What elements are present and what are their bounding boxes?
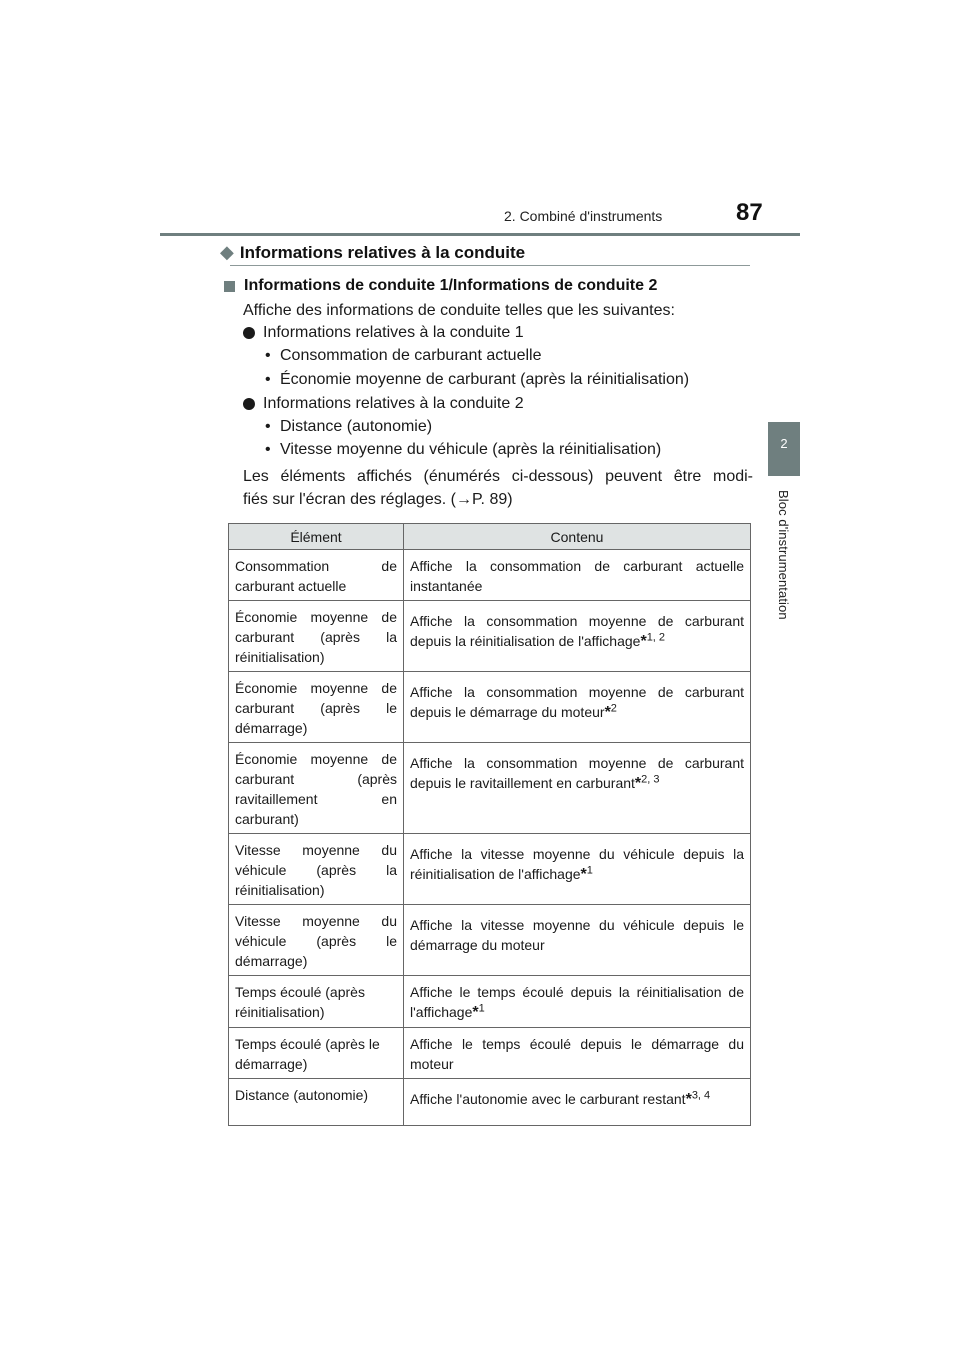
- item-cell: Vitesse moyenne du véhicule (après le démarrage): [229, 905, 404, 976]
- column-header-item: Élément: [229, 524, 404, 550]
- list-item: • Vitesse moyenne du véhicule (après la réinitialisation): [265, 441, 662, 458]
- table-header-row: [229, 524, 751, 550]
- table-row: [229, 1079, 751, 1126]
- content-cell: Affiche la consommation moyenne de carburant depuis le démarrage du moteur*$^2$: [404, 672, 751, 743]
- footnote-ref: 2, 3: [641, 773, 660, 786]
- item-cell: Économie moyenne de carburant (après le démarrage): [229, 672, 404, 743]
- content-cell: Affiche le temps écoulé depuis la réinitialisation de l'affichage*$^1$: [404, 976, 751, 1028]
- list-item: • Distance (autonomie): [265, 418, 433, 435]
- item-cell: Économie moyenne de carburant (après la réinitialisation): [229, 601, 404, 672]
- table-row: [229, 834, 751, 905]
- subsection-title: [224, 277, 657, 295]
- content-cell: Affiche la vitesse moyenne du véhicule depuis la réinitialisation de l'affichage*$^1$: [404, 834, 751, 905]
- subsection-title-text: Informations de conduite 1/Informations de conduite 2: [244, 277, 658, 294]
- bullet-icon: [243, 398, 255, 410]
- chapter-tab-label: Bloc d'instrumentation: [776, 490, 791, 620]
- footnote-star: *: [580, 866, 587, 883]
- table-row: [229, 550, 751, 601]
- section-header: 2. Combiné d'instruments: [504, 208, 663, 224]
- content-cell: Affiche la consommation moyenne de carburant depuis le ravitaillement en carburant*$^{2, 3}$: [404, 743, 751, 834]
- intro-text: Affiche des informations de conduite telles que les suivantes:: [243, 302, 675, 319]
- section-title: [220, 242, 525, 263]
- content-cell: Affiche la vitesse moyenne du véhicule depuis le démarrage du moteur: [404, 905, 751, 976]
- bullet-icon: •: [265, 418, 271, 435]
- item-cell: Vitesse moyenne du véhicule (après la réinitialisation): [229, 834, 404, 905]
- content-cell: Affiche le temps écoulé depuis le démarrage du moteur: [404, 1028, 751, 1079]
- footnote-ref: 1: [586, 864, 593, 877]
- bullet-icon: •: [265, 441, 271, 458]
- table-row: [229, 1028, 751, 1079]
- group-1: [243, 324, 524, 342]
- footnote-star: *: [640, 633, 647, 650]
- content-cell: Affiche l'autonomie avec le carburant restant*$^{3, 4}$: [404, 1079, 751, 1126]
- group-1-label: Informations relatives à la conduite 1: [263, 324, 524, 341]
- square-bullet-icon: [224, 281, 235, 292]
- group-2-label: Informations relatives à la conduite 2: [263, 395, 524, 412]
- column-header-content: Contenu: [404, 524, 751, 550]
- table-row: [229, 905, 751, 976]
- header-divider: [160, 233, 800, 236]
- table-row: [229, 672, 751, 743]
- list-item: • Consommation de carburant actuelle: [265, 347, 542, 364]
- footnote-star: *: [685, 1091, 692, 1108]
- chapter-tab-number: 2: [780, 436, 788, 451]
- footnote-ref: 1: [478, 1002, 485, 1015]
- bullet-icon: •: [265, 347, 271, 364]
- footnote-ref: 3, 4: [691, 1089, 711, 1102]
- group-2: [243, 395, 524, 413]
- note-line-2: fiés sur l'écran des réglages. (→P. 89): [243, 491, 513, 508]
- footnote-star: *: [634, 775, 642, 792]
- item-cell: Temps écoulé (après réinitialisation): [229, 976, 404, 1028]
- page-reference-link[interactable]: →P. 89): [455, 491, 513, 508]
- page-number: 87: [736, 199, 763, 226]
- footnote-ref: 1, 2: [646, 631, 666, 644]
- footnote-star: *: [472, 1004, 479, 1021]
- content-cell: Affiche la consommation moyenne de carburant depuis la réinitialisation de l'affichage*$^{1, 2}$: [404, 601, 751, 672]
- item-cell: Économie moyenne de carburant (après ravitaillement en carburant): [229, 743, 404, 834]
- content-cell: Affiche la consommation de carburant actuelle instantanée: [404, 550, 751, 601]
- settings-table: [228, 523, 751, 1126]
- item-cell: Distance (autonomie): [229, 1079, 404, 1126]
- bullet-icon: •: [265, 371, 271, 388]
- table-row: [229, 976, 751, 1028]
- bullet-icon: [243, 327, 255, 339]
- section-title-text: Informations relatives à la conduite: [239, 242, 526, 262]
- diamond-icon: ◆: [220, 242, 234, 262]
- footnote-star: *: [604, 704, 611, 721]
- item-cell: Temps écoulé (après le démarrage): [229, 1028, 404, 1079]
- item-cell: Consommation de carburant actuelle: [229, 550, 404, 601]
- table-row: [229, 743, 751, 834]
- note-line-1: Les éléments affichés (énumérés ci-dessous) peuvent être modi-: [243, 468, 753, 485]
- list-item: • Économie moyenne de carburant (après la réinitialisation): [265, 371, 690, 388]
- section-divider: [230, 265, 750, 266]
- table-row: [229, 601, 751, 672]
- footnote-ref: 2: [610, 702, 617, 715]
